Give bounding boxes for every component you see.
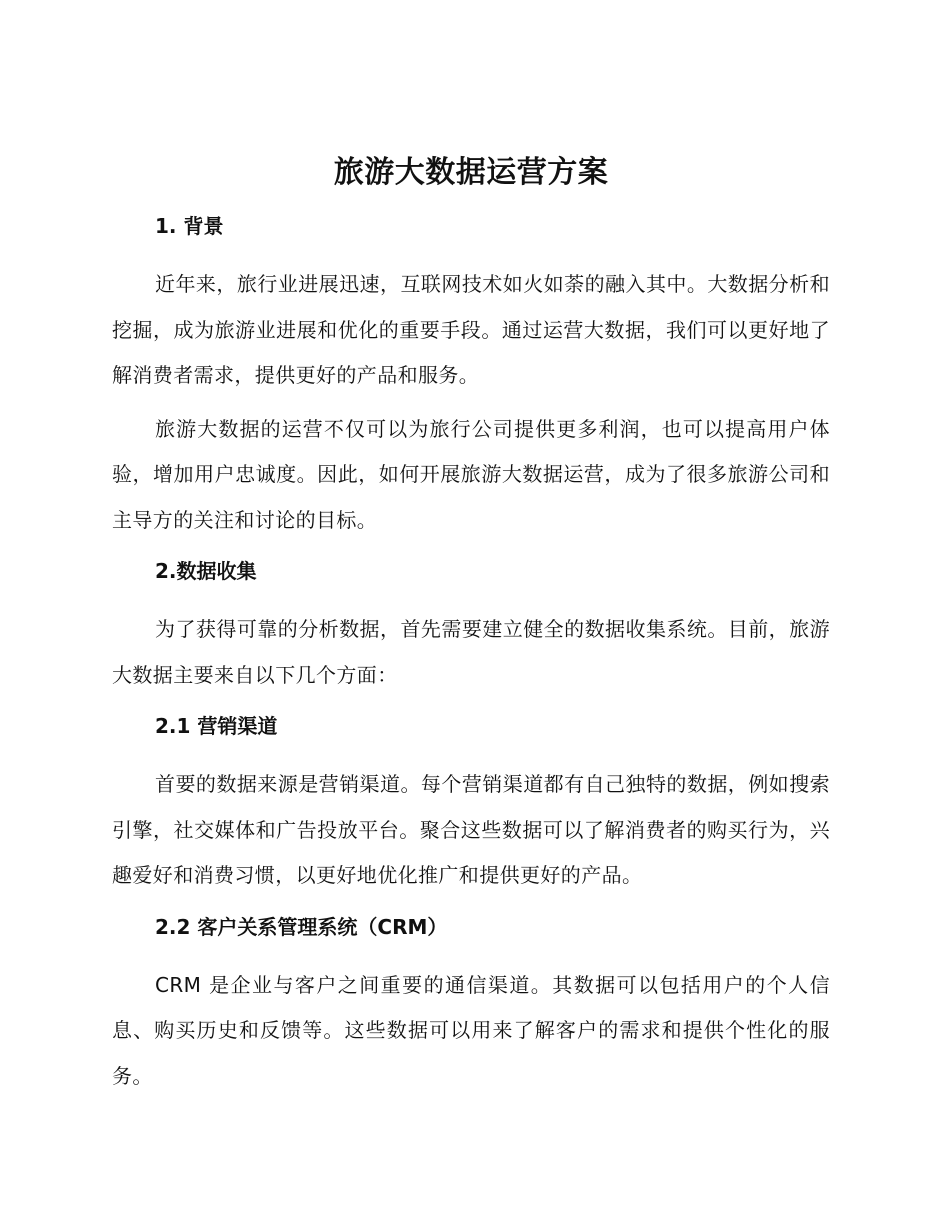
- document-title: 旅游大数据运营方案: [333, 155, 609, 190]
- section-heading-background: 1. 背景: [155, 214, 224, 238]
- paragraph-data-collection-1: 为了获得可靠的分析数据，首先需要建立健全的数据收集系统。目前，旅游大数据主要来自以下几个方面：: [112, 617, 830, 687]
- section-heading-marketing-channels: 2.1 营销渠道: [155, 714, 278, 738]
- paragraph-background-1: 近年来，旅行业进展迅速，互联网技术如火如荼的融入其中。大数据分析和挖掘，成为旅游业进展和优化的重要手段。通过运营大数据，我们可以更好地了解消费者需求，提供更好的产品和服务。: [112, 272, 830, 387]
- section-heading-crm: 2.2 客户关系管理系统（CRM）: [155, 914, 448, 939]
- paragraph-crm-1: CRM 是企业与客户之间重要的通信渠道。其数据可以包括用户的个人信息、购买历史和反馈等。这些数据可以用来了解客户的需求和提供个性化的服务。: [112, 972, 830, 1088]
- section-heading-data-collection: 2.数据收集: [155, 559, 257, 583]
- paragraph-marketing-channels-1: 首要的数据来源是营销渠道。每个营销渠道都有自己独特的数据，例如搜索引擎，社交媒体和广告投放平台。聚合这些数据可以了解消费者的购买行为，兴趣爱好和消费习惯，以更好地优化推广和提供更好的产品。: [112, 772, 830, 887]
- paragraph-background-2: 旅游大数据的运营不仅可以为旅行公司提供更多利润，也可以提高用户体验，增加用户忠诚度。因此，如何开展旅游大数据运营，成为了很多旅游公司和主导方的关注和讨论的目标。: [112, 416, 830, 532]
- document-page: [112, 150, 830, 1099]
